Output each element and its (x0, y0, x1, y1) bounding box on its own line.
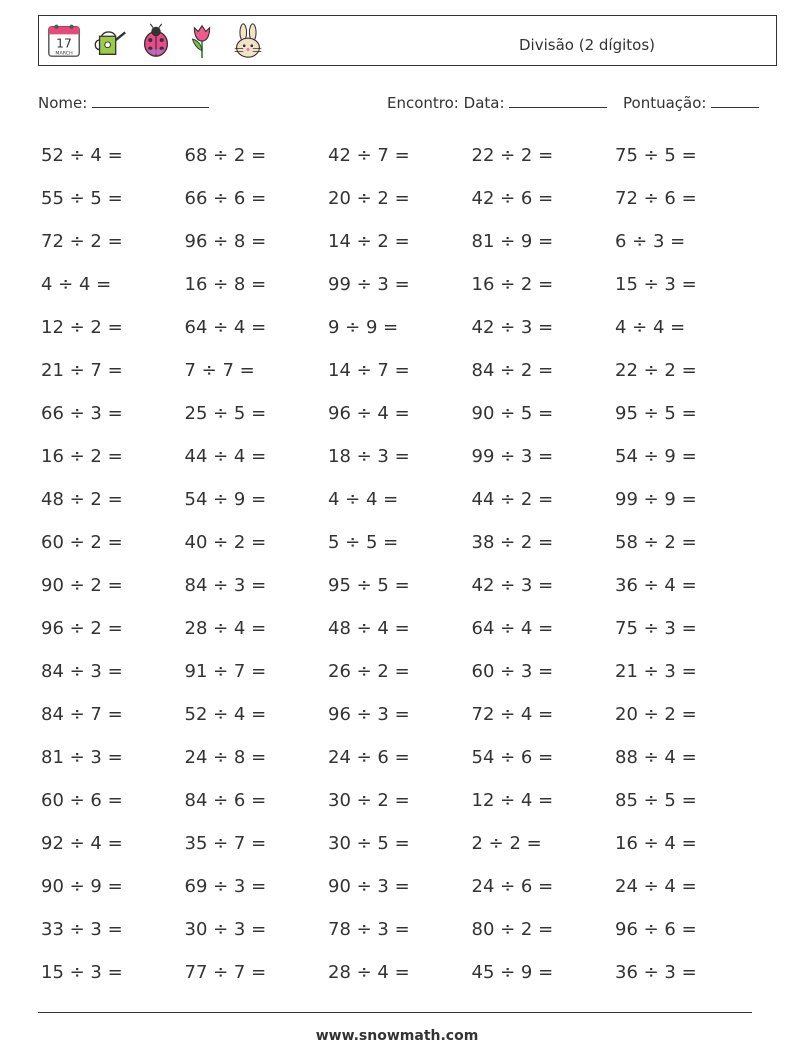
division-problem: 96 ÷ 3 = (328, 704, 410, 725)
division-problem: 66 ÷ 6 = (184, 188, 267, 209)
problem-row (41, 446, 759, 489)
worksheet-header (38, 15, 777, 66)
problem-row (41, 618, 759, 661)
division-problem: 36 ÷ 3 = (615, 962, 697, 983)
score-blank[interactable] (711, 93, 759, 108)
division-problem: 96 ÷ 6 = (615, 919, 697, 940)
division-problem: 25 ÷ 5 = (184, 403, 267, 424)
name-label: Nome: (38, 94, 88, 112)
division-problem: 60 ÷ 3 = (471, 661, 554, 682)
division-problem: 75 ÷ 3 = (615, 618, 697, 639)
division-problem: 4 ÷ 4 = (41, 274, 112, 295)
division-problem: 90 ÷ 9 = (41, 876, 123, 897)
division-problem: 7 ÷ 7 = (184, 360, 255, 381)
problem-row (41, 704, 759, 747)
score-field (623, 93, 759, 112)
division-problem: 48 ÷ 2 = (41, 489, 123, 510)
division-problem: 60 ÷ 2 = (41, 532, 123, 553)
division-problem: 84 ÷ 7 = (41, 704, 123, 725)
division-problem: 88 ÷ 4 = (615, 747, 697, 768)
division-problem: 14 ÷ 2 = (328, 231, 410, 252)
problem-grid (41, 145, 759, 1005)
division-problem: 95 ÷ 5 = (615, 403, 697, 424)
division-problem: 12 ÷ 2 = (41, 317, 123, 338)
division-problem: 28 ÷ 4 = (328, 962, 410, 983)
division-problem: 4 ÷ 4 = (328, 489, 399, 510)
division-problem: 90 ÷ 3 = (328, 876, 410, 897)
division-problem: 18 ÷ 3 = (328, 446, 410, 467)
division-problem: 24 ÷ 6 = (328, 747, 410, 768)
division-problem: 24 ÷ 6 = (471, 876, 554, 897)
date-label: Data: (463, 94, 505, 112)
problem-row (41, 876, 759, 919)
division-problem: 14 ÷ 7 = (328, 360, 410, 381)
division-problem: 72 ÷ 2 = (41, 231, 123, 252)
division-problem: 52 ÷ 4 = (184, 704, 267, 725)
problem-row (41, 962, 759, 1005)
division-problem: 69 ÷ 3 = (184, 876, 267, 897)
division-problem: 16 ÷ 2 = (471, 274, 554, 295)
division-problem: 30 ÷ 2 = (328, 790, 410, 811)
division-problem: 80 ÷ 2 = (471, 919, 554, 940)
division-problem: 55 ÷ 5 = (41, 188, 123, 209)
division-problem: 42 ÷ 7 = (328, 145, 410, 166)
division-problem: 36 ÷ 4 = (615, 575, 697, 596)
division-problem: 81 ÷ 9 = (471, 231, 554, 252)
division-problem: 15 ÷ 3 = (615, 274, 697, 295)
division-problem: 99 ÷ 3 = (328, 274, 410, 295)
problem-row (41, 747, 759, 790)
division-problem: 75 ÷ 5 = (615, 145, 697, 166)
division-problem: 24 ÷ 8 = (184, 747, 267, 768)
division-problem: 30 ÷ 5 = (328, 833, 410, 854)
problem-row (41, 919, 759, 962)
division-problem: 84 ÷ 2 = (471, 360, 554, 381)
division-problem: 16 ÷ 8 = (184, 274, 267, 295)
division-problem: 54 ÷ 6 = (471, 747, 554, 768)
problem-row (41, 575, 759, 618)
division-problem: 44 ÷ 2 = (471, 489, 554, 510)
calendar-icon (45, 21, 83, 61)
ladybug-icon (137, 21, 175, 61)
division-problem: 42 ÷ 3 = (471, 317, 554, 338)
division-problem: 9 ÷ 9 = (328, 317, 399, 338)
division-problem: 77 ÷ 7 = (184, 962, 267, 983)
footer-divider (38, 1012, 752, 1013)
division-problem: 92 ÷ 4 = (41, 833, 123, 854)
division-problem: 33 ÷ 3 = (41, 919, 123, 940)
division-problem: 64 ÷ 4 = (471, 618, 554, 639)
calendar-day: 17 (56, 36, 72, 51)
division-problem: 85 ÷ 5 = (615, 790, 697, 811)
division-problem: 84 ÷ 3 = (41, 661, 123, 682)
problem-row (41, 532, 759, 575)
division-problem: 95 ÷ 5 = (328, 575, 410, 596)
encounter-field (387, 93, 607, 112)
division-problem: 20 ÷ 2 = (615, 704, 697, 725)
worksheet-title: Divisão (2 dígitos) (519, 36, 655, 54)
problem-row (41, 231, 759, 274)
score-label: Pontuação: (623, 94, 707, 112)
problem-row (41, 403, 759, 446)
division-problem: 54 ÷ 9 = (184, 489, 267, 510)
division-problem: 90 ÷ 5 = (471, 403, 554, 424)
division-problem: 68 ÷ 2 = (184, 145, 267, 166)
division-problem: 24 ÷ 4 = (615, 876, 697, 897)
tulip-icon (183, 21, 221, 61)
problem-row (41, 317, 759, 360)
problem-row (41, 145, 759, 188)
division-problem: 26 ÷ 2 = (328, 661, 410, 682)
division-problem: 44 ÷ 4 = (184, 446, 267, 467)
encounter-label: Encontro: (387, 94, 459, 112)
division-problem: 20 ÷ 2 = (328, 188, 410, 209)
problem-row (41, 274, 759, 317)
division-problem: 21 ÷ 3 = (615, 661, 697, 682)
watering-can-icon (91, 21, 129, 61)
division-problem: 72 ÷ 4 = (471, 704, 554, 725)
footer-url: www.snowmath.com (315, 1028, 479, 1044)
division-problem: 12 ÷ 4 = (471, 790, 554, 811)
division-problem: 96 ÷ 4 = (328, 403, 410, 424)
division-problem: 38 ÷ 2 = (471, 532, 554, 553)
division-problem: 45 ÷ 9 = (471, 962, 554, 983)
problem-row (41, 188, 759, 231)
division-problem: 21 ÷ 7 = (41, 360, 123, 381)
division-problem: 52 ÷ 4 = (41, 145, 123, 166)
division-problem: 42 ÷ 3 = (471, 575, 554, 596)
bunny-icon (229, 21, 267, 61)
problem-row (41, 489, 759, 532)
division-problem: 72 ÷ 6 = (615, 188, 697, 209)
division-problem: 40 ÷ 2 = (184, 532, 267, 553)
division-problem: 5 ÷ 5 = (328, 532, 399, 553)
division-problem: 84 ÷ 3 = (184, 575, 267, 596)
division-problem: 48 ÷ 4 = (328, 618, 410, 639)
division-problem: 22 ÷ 2 = (471, 145, 554, 166)
problem-row (41, 790, 759, 833)
division-problem: 2 ÷ 2 = (471, 833, 542, 854)
name-field (38, 93, 209, 112)
division-problem: 42 ÷ 6 = (471, 188, 554, 209)
division-problem: 30 ÷ 3 = (184, 919, 267, 940)
division-problem: 96 ÷ 2 = (41, 618, 123, 639)
division-problem: 78 ÷ 3 = (328, 919, 410, 940)
header-icons (45, 20, 267, 62)
division-problem: 90 ÷ 2 = (41, 575, 123, 596)
division-problem: 28 ÷ 4 = (184, 618, 267, 639)
division-problem: 15 ÷ 3 = (41, 962, 123, 983)
calendar-month: MARCH (55, 51, 73, 57)
problem-row (41, 833, 759, 876)
division-problem: 54 ÷ 9 = (615, 446, 697, 467)
division-problem: 99 ÷ 3 = (471, 446, 554, 467)
division-problem: 16 ÷ 4 = (615, 833, 697, 854)
name-blank[interactable] (92, 93, 209, 108)
division-problem: 22 ÷ 2 = (615, 360, 697, 381)
division-problem: 16 ÷ 2 = (41, 446, 123, 467)
division-problem: 81 ÷ 3 = (41, 747, 123, 768)
date-blank[interactable] (509, 93, 607, 108)
division-problem: 35 ÷ 7 = (184, 833, 267, 854)
division-problem: 4 ÷ 4 = (615, 317, 686, 338)
division-problem: 96 ÷ 8 = (184, 231, 267, 252)
division-problem: 84 ÷ 6 = (184, 790, 267, 811)
division-problem: 91 ÷ 7 = (184, 661, 267, 682)
division-problem: 58 ÷ 2 = (615, 532, 697, 553)
division-problem: 60 ÷ 6 = (41, 790, 123, 811)
division-problem: 64 ÷ 4 = (184, 317, 267, 338)
problem-row (41, 661, 759, 704)
problem-row (41, 360, 759, 403)
division-problem: 99 ÷ 9 = (615, 489, 697, 510)
division-problem: 66 ÷ 3 = (41, 403, 123, 424)
division-problem: 6 ÷ 3 = (615, 231, 686, 252)
